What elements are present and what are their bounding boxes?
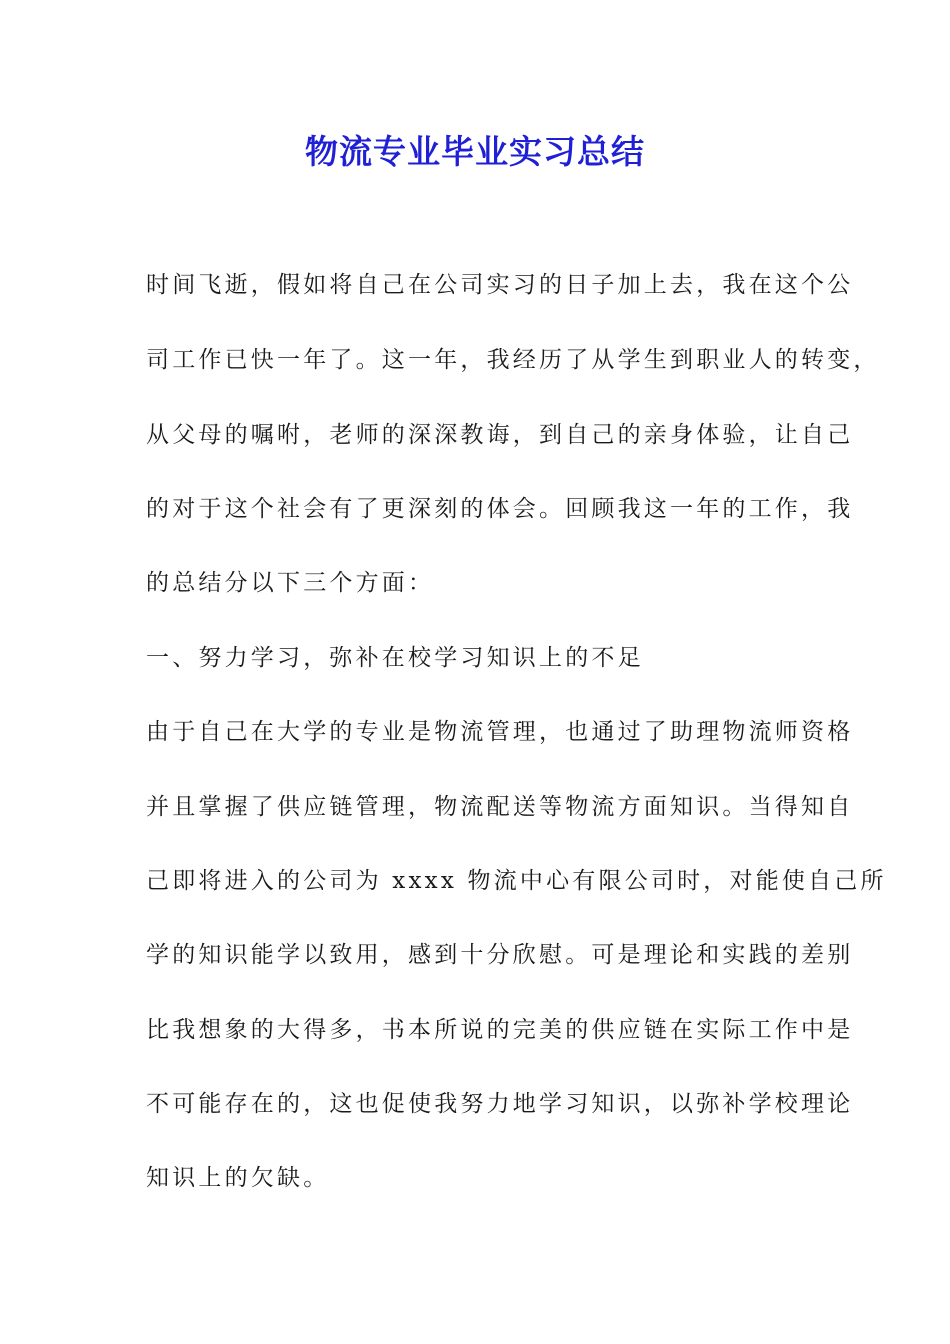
body-line-1: 时间飞逝，假如将自己在公司实习的日子加上去，我在这个公: [146, 272, 854, 298]
body-line-4: 的对于这个社会有了更深刻的体会。回顾我这一年的工作，我: [146, 496, 854, 522]
body-line-11: 不可能存在的，这也促使我努力地学习知识，以弥补学校理论: [146, 1091, 854, 1117]
body-line-5: 的总结分以下三个方面：: [146, 570, 435, 596]
body-line-10: 比我想象的大得多，书本所说的完美的供应链在实际工作中是: [146, 1017, 854, 1043]
body-line-6: 由于自己在大学的专业是物流管理，也通过了助理物流师资格: [146, 719, 854, 745]
body-line-12: 知识上的欠缺。: [146, 1165, 330, 1191]
body-line-3: 从父母的嘱咐，老师的深深教诲，到自己的亲身体验，让自己: [146, 422, 854, 448]
body-line-2: 司工作已快一年了。这一年，我经历了从学生到职业人的转变，: [146, 347, 880, 373]
body-line-9: 学的知识能学以致用，感到十分欣慰。可是理论和实践的差别: [146, 942, 854, 968]
body-line-8: 己即将进入的公司为 xxxx 物流中心有限公司时，对能使自己所: [146, 868, 887, 894]
section-heading-1: 一、努力学习，弥补在校学习知识上的不足: [146, 645, 644, 671]
body-line-7: 并且掌握了供应链管理，物流配送等物流方面知识。当得知自: [146, 794, 854, 820]
document-title: 物流专业毕业实习总结: [305, 132, 645, 171]
